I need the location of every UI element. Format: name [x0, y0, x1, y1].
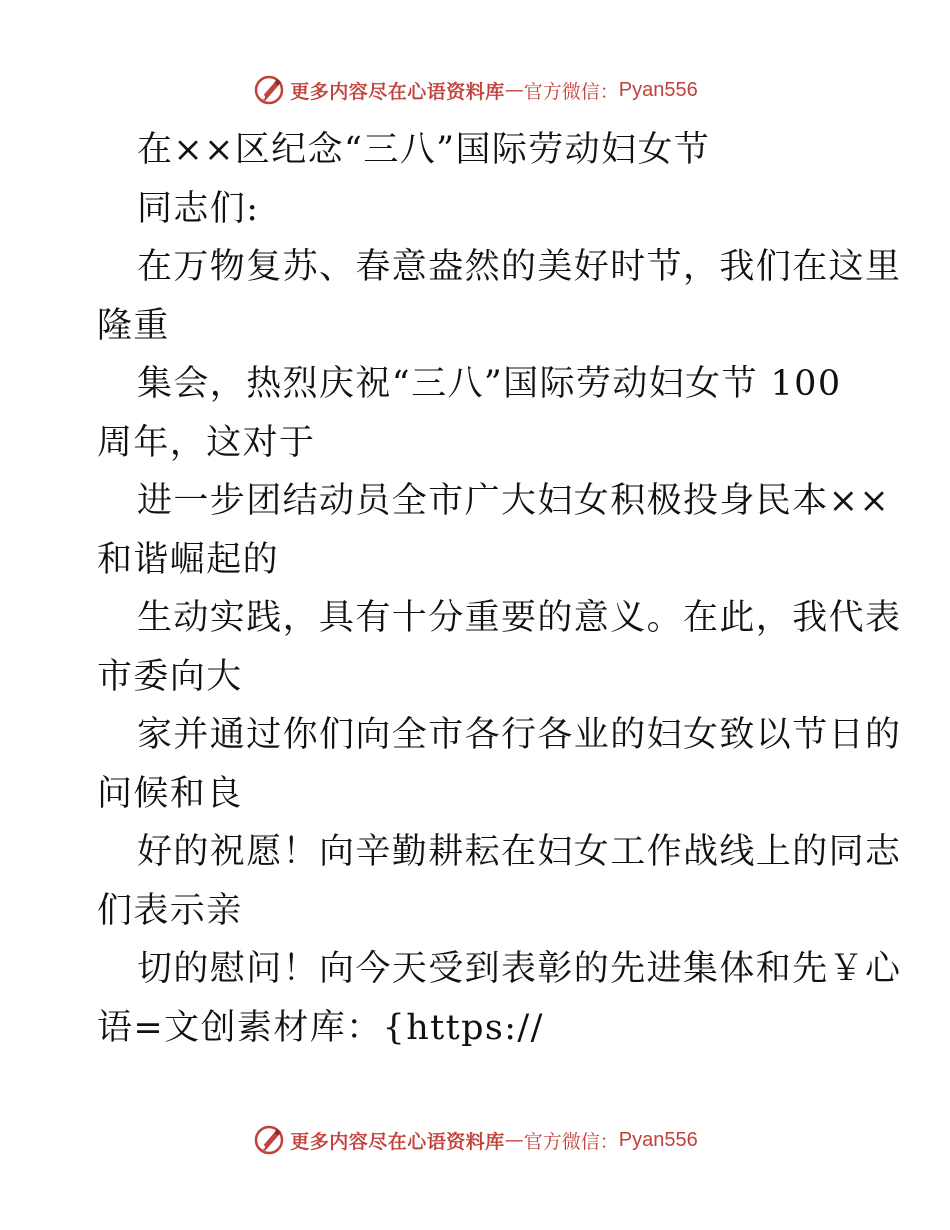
- text-line: 语=文创素材库：{https://: [97, 1007, 544, 1048]
- banner-wechat-label: 官方微信：: [523, 80, 619, 103]
- pen-circle-logo-icon: [252, 1123, 286, 1157]
- banner-wechat-id: Pyan556: [618, 78, 698, 101]
- document-title: 在××区纪念“三八”国际劳动妇女节: [137, 130, 711, 170]
- text-line: 问候和良: [97, 773, 243, 814]
- document-body: [97, 121, 902, 1057]
- text-line: 家并通过你们向全市各行各业的妇女致以节日的: [137, 715, 902, 755]
- text-line: 切的慰问！向今天受到表彰的先进集体和先￥心: [137, 949, 902, 989]
- salutation: 同志们:: [137, 188, 260, 229]
- text-line: 进一步团结动员全市广大妇女积极投身民本××: [137, 481, 891, 521]
- text-line: 和谐崛起的: [97, 539, 280, 580]
- text-line: 市委向大: [97, 656, 243, 697]
- banner-dash: —: [504, 1129, 524, 1151]
- footer-watermark-banner: [0, 1120, 950, 1160]
- text-line: 们表示亲: [97, 890, 243, 931]
- banner-text: 更多内容尽在心语资料库: [290, 1130, 505, 1153]
- pen-circle-logo-icon: [252, 73, 286, 107]
- banner-dash: —: [504, 79, 524, 101]
- text-line: 好的祝愿！向辛勤耕耘在妇女工作战线上的同志: [137, 832, 902, 872]
- text-line: 集会，热烈庆祝“三八”国际劳动妇女节 100: [137, 364, 842, 404]
- text-line: 生动实践，具有十分重要的意义。在此，我代表: [137, 598, 902, 638]
- banner-wechat-label: 官方微信：: [523, 1130, 619, 1153]
- text-line: 在万物复苏、春意盎然的美好时节，我们在这里: [137, 247, 902, 287]
- banner-text: 更多内容尽在心语资料库: [290, 80, 505, 103]
- text-line: 隆重: [97, 305, 170, 346]
- banner-wechat-id: Pyan556: [618, 1128, 698, 1151]
- header-watermark-banner: [0, 70, 950, 110]
- text-line: 周年，这对于: [97, 422, 316, 463]
